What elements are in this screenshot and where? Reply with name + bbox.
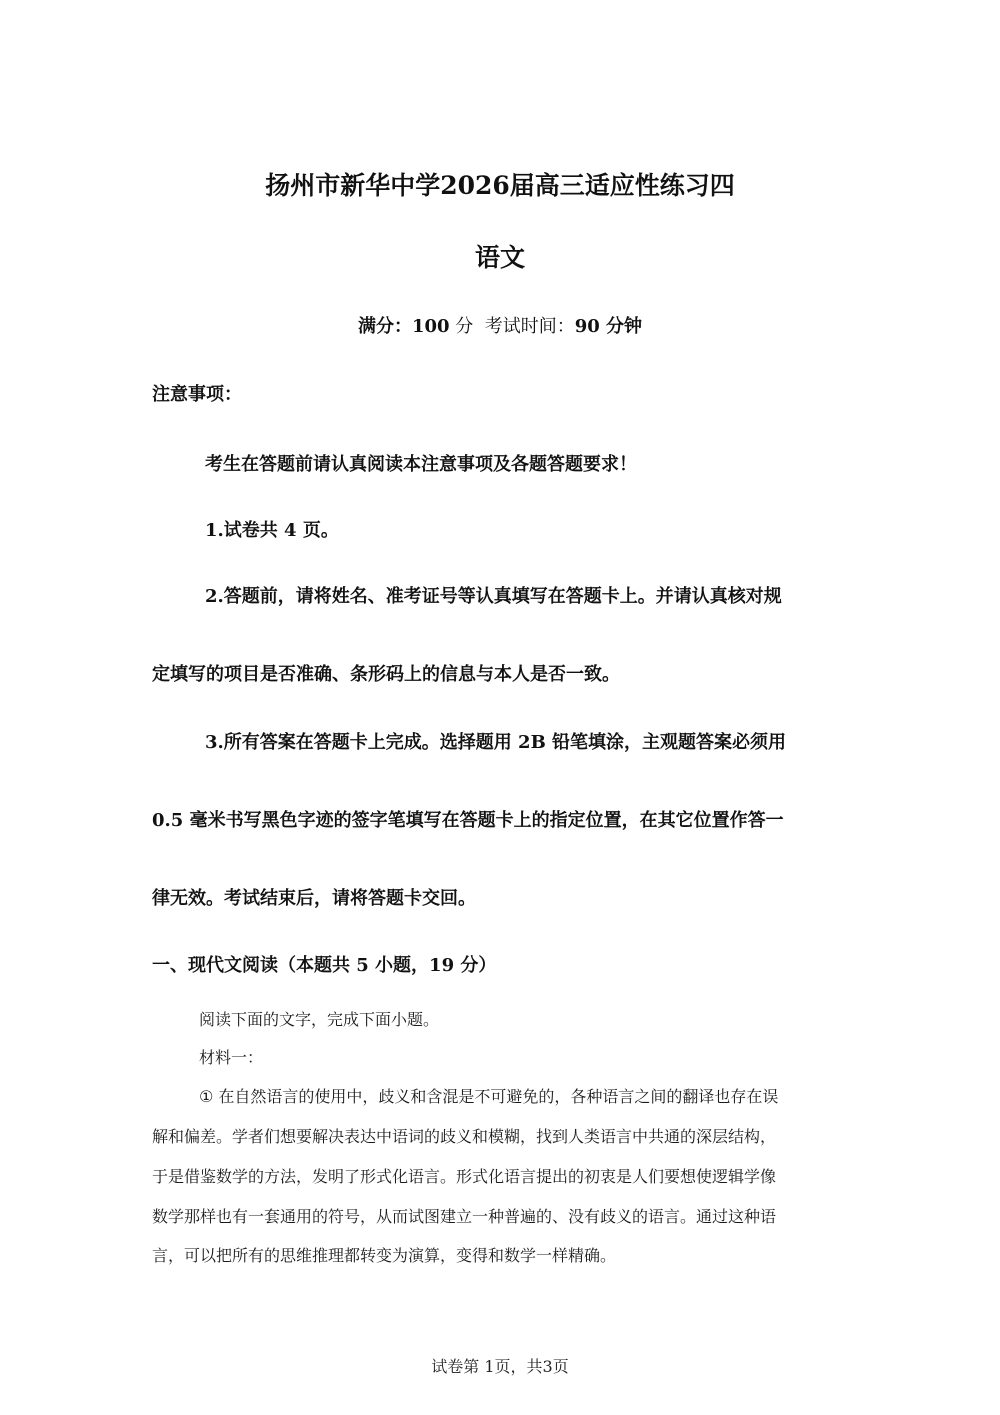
section-heading: 一、现代文阅读（本题共 5 小题，19 分） xyxy=(152,955,497,976)
paragraph-line: 数学那样也有一套通用的符号，从而试图建立一种普遍的、没有歧义的语言。通过这种语 xyxy=(152,1207,777,1226)
notes-line: 0.5 毫米书写黑色字迹的签字笔填写在答题卡上的指定位置，在其它位置作答一 xyxy=(152,810,784,831)
notes-heading: 注意事项： xyxy=(152,384,242,405)
exam-title: 扬州市新华中学2026届高三适应性练习四 xyxy=(265,171,735,200)
score-unit: 分 xyxy=(449,316,474,337)
notes-line: 3.所有答案在答题卡上完成。选择题用 2B 铅笔填涂，主观题答案必须用 xyxy=(205,732,787,753)
material-label: 材料一： xyxy=(199,1048,264,1067)
notes-line: 律无效。考试结束后，请将答题卡交回。 xyxy=(152,888,476,909)
score-value: 100 xyxy=(411,316,450,337)
notes-line: 2.答题前，请将姓名、准考证号等认真填写在答题卡上。并请认真核对规 xyxy=(205,586,782,607)
paragraph-line: 言，可以把所有的思维推理都转变为演算，变得和数学一样精确。 xyxy=(152,1246,617,1265)
page-footer: 试卷第 1页，共3页 xyxy=(431,1357,569,1376)
notes-line: 考生在答题前请认真阅读本注意事项及各题答题要求！ xyxy=(205,454,637,475)
notes-line: 1.试卷共 4 页。 xyxy=(205,520,339,541)
reading-instruction: 阅读下面的文字，完成下面小题。 xyxy=(199,1010,440,1029)
score-time-line xyxy=(0,314,1000,340)
paragraph-line: 于是借鉴数学的方法，发明了形式化语言。形式化语言提出的初衷是人们要想使逻辑学像 xyxy=(152,1167,777,1186)
paragraph-line: ① 在自然语言的使用中，歧义和含混是不可避免的，各种语言之间的翻译也存在误 xyxy=(199,1087,779,1106)
exam-subject: 语文 xyxy=(474,243,525,272)
notes-line: 定填写的项目是否准确、条形码上的信息与本人是否一致。 xyxy=(152,664,620,685)
score-label: 满分： xyxy=(357,316,412,337)
time-label: 考试时间： xyxy=(484,316,575,337)
paragraph-line: 解和偏差。学者们想要解决表达中语词的歧义和模糊，找到人类语言中共通的深层结构， xyxy=(152,1127,777,1146)
time-value: 90 分钟 xyxy=(574,316,643,337)
